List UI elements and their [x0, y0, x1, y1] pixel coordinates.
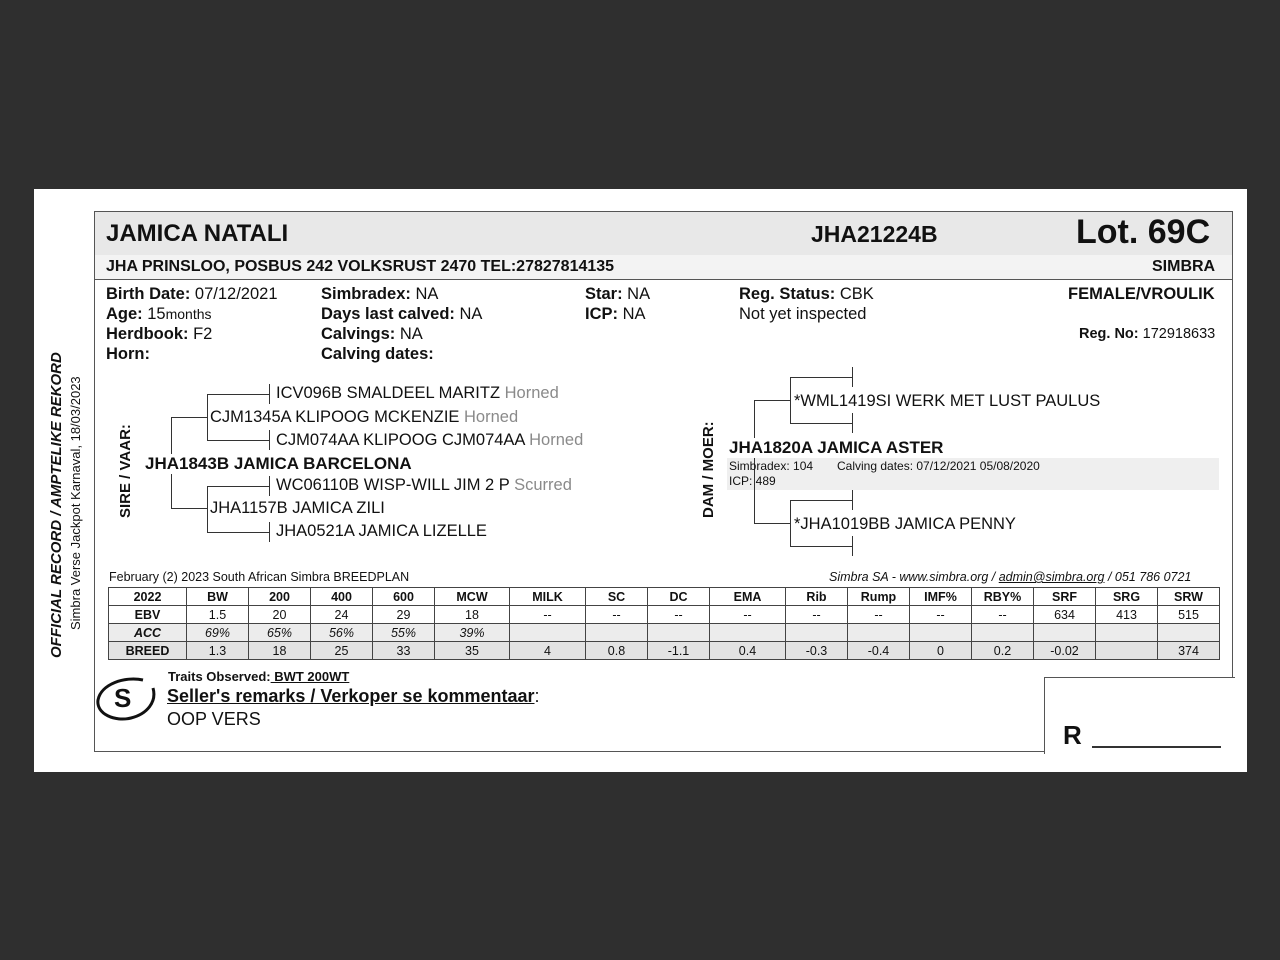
pedigree-line [207, 440, 269, 441]
sire-sire-name: ICV096B SMALDEEL MARITZ [276, 384, 501, 402]
icp-value: NA [618, 305, 646, 323]
sire-dam: JHA1157B JAMICA ZILI [210, 499, 385, 517]
pedigree-line [171, 417, 207, 418]
horn-label: Horn: [106, 345, 150, 363]
table-cell: 0.4 [710, 642, 786, 660]
age-unit: months [165, 306, 212, 322]
table-cell: RBY% [972, 588, 1034, 606]
price-label: R [1063, 720, 1082, 750]
table-row-ebv [109, 606, 1220, 624]
table-cell: -- [910, 606, 972, 624]
table-cell: 634 [1034, 606, 1096, 624]
table-cell: 0.2 [972, 642, 1034, 660]
sire-name: JHA1843B JAMICA BARCELONA [145, 454, 412, 473]
calvings [321, 325, 423, 344]
pedigree-line [207, 532, 269, 533]
remarks-colon: : [534, 686, 540, 706]
table-cell: 1.3 [187, 642, 249, 660]
sire-sire-parent-horn: Horned [464, 408, 519, 426]
table-cell: -- [972, 606, 1034, 624]
table-cell: -0.4 [848, 642, 910, 660]
dam-icp: ICP: 489 [729, 474, 776, 488]
table-cell [710, 624, 786, 642]
table-cell: 0.8 [586, 642, 648, 660]
table-cell: DC [648, 588, 710, 606]
reg-no-value: 172918633 [1138, 326, 1216, 342]
ebv-table [108, 587, 1220, 660]
reg-no-label: Reg. No: [1079, 326, 1139, 342]
price-input-line[interactable] [1092, 746, 1221, 748]
days-label: Days last calved: [321, 305, 455, 323]
inspection-status: Not yet inspected [739, 305, 867, 323]
table-cell: 29 [373, 606, 435, 624]
reg-status [739, 285, 874, 304]
table-header-row [109, 588, 1220, 606]
table-cell: -- [710, 606, 786, 624]
pedigree-line [852, 413, 853, 433]
table-cell: -0.3 [786, 642, 848, 660]
simbradex-value: NA [410, 285, 439, 303]
birth-date-label: Birth Date: [106, 285, 191, 303]
table-cell [1158, 624, 1220, 642]
traits-value: BWT 200WT [270, 669, 350, 684]
dam-dam: JHA0521A JAMICA LIZELLE [276, 522, 487, 540]
table-cell: IMF% [910, 588, 972, 606]
breed-name: SIMBRA [1152, 258, 1216, 275]
table-cell [848, 624, 910, 642]
sex-label: FEMALE/VROULIK [1068, 285, 1215, 303]
simbradex-label: Simbradex: [321, 285, 411, 303]
star [585, 285, 650, 304]
pedigree-line [269, 522, 270, 542]
reg-status-value: CBK [835, 285, 874, 303]
breedplan-contact [829, 570, 1191, 584]
days-value: NA [454, 305, 483, 323]
pedigree-line [790, 546, 852, 547]
table-cell: -1.1 [648, 642, 710, 660]
table-cell: EBV [109, 606, 187, 624]
table-cell: 0 [910, 642, 972, 660]
star-value: NA [622, 285, 651, 303]
pedigree-line [207, 486, 208, 532]
table-cell: 20 [249, 606, 311, 624]
table-cell: 413 [1096, 606, 1158, 624]
seller-remarks [167, 686, 540, 707]
sire-sire-parent [210, 408, 518, 427]
table-cell: 55% [373, 624, 435, 642]
calving-dates-label: Calving dates: [321, 345, 434, 363]
herdbook-label: Herdbook: [106, 325, 189, 343]
pedigree-line [790, 377, 791, 423]
pedigree-line [754, 400, 790, 401]
reg-no [1079, 326, 1215, 342]
table-row-breed [109, 642, 1220, 660]
table-cell: 600 [373, 588, 435, 606]
table-cell: 4 [510, 642, 586, 660]
pedigree-line [171, 508, 207, 509]
owner-address: JHA PRINSLOO, POSBUS 242 VOLKSRUST 2470 TEL:27827814135 [106, 258, 615, 275]
pedigree-line [754, 523, 790, 524]
official-record-label: OFFICIAL RECORD / AMPTELIKE REKORD [48, 352, 65, 658]
table-cell: 35 [435, 642, 510, 660]
table-cell: ACC [109, 624, 187, 642]
table-cell: BREED [109, 642, 187, 660]
sire-sire-parent-name: CJM1345A KLIPOOG MCKENZIE [210, 408, 460, 426]
table-cell: 200 [249, 588, 311, 606]
days-last-calved [321, 305, 482, 324]
dam-sire-ancestor: *WML1419SI WERK MET LUST PAULUS [794, 392, 1101, 410]
table-cell: SRF [1034, 588, 1096, 606]
table-cell: BW [187, 588, 249, 606]
table-cell [910, 624, 972, 642]
table-cell: 1.5 [187, 606, 249, 624]
breedplan-title: February (2) 2023 South African Simbra BREEDPLAN [109, 570, 410, 584]
herdbook [106, 325, 212, 344]
table-cell: 374 [1158, 642, 1220, 660]
table-cell: 400 [311, 588, 373, 606]
table-cell: -0.02 [1034, 642, 1096, 660]
table-cell: 25 [311, 642, 373, 660]
age [106, 305, 212, 324]
table-cell: 2022 [109, 588, 187, 606]
sire-sire-horn: Horned [504, 384, 559, 402]
pedigree-line [790, 500, 791, 546]
pedigree-line [790, 500, 852, 501]
icp [585, 305, 646, 324]
simbradex [321, 285, 438, 304]
calvings-label: Calvings: [321, 325, 396, 343]
pedigree-line [852, 367, 853, 387]
table-cell: 69% [187, 624, 249, 642]
table-cell [1096, 642, 1158, 660]
remarks-value: OOP VERS [167, 709, 261, 729]
dam-label: DAM / MOER: [700, 421, 717, 518]
pedigree-line [207, 486, 269, 487]
table-cell [1034, 624, 1096, 642]
table-cell: EMA [710, 588, 786, 606]
pedigree-line [790, 377, 852, 378]
table-cell: SRG [1096, 588, 1158, 606]
sire-dam-sire-horn: Horned [529, 431, 584, 449]
table-cell: SC [586, 588, 648, 606]
pedigree-line [207, 394, 269, 395]
pedigree-line [269, 476, 270, 496]
pedigree-line [207, 394, 208, 440]
table-cell [510, 624, 586, 642]
lot-number: Lot. 69C [1076, 213, 1211, 251]
table-cell: -- [586, 606, 648, 624]
animal-id: JHA21224B [811, 221, 938, 247]
sire-sire [276, 384, 559, 403]
birth-date [106, 285, 278, 304]
dam-calving-dates: Calving dates: 07/12/2021 05/08/2020 [837, 459, 1040, 473]
table-cell: MCW [435, 588, 510, 606]
contact-phone: / 051 786 0721 [1104, 570, 1192, 584]
traits-label: Traits Observed: [168, 669, 271, 684]
table-cell: -- [648, 606, 710, 624]
icp-label: ICP: [585, 305, 618, 323]
reg-status-label: Reg. Status: [739, 285, 836, 303]
pedigree-line [269, 384, 270, 404]
dam-name: JHA1820A JAMICA ASTER [729, 438, 944, 457]
seller-logo-icon [95, 674, 165, 724]
pedigree-line [852, 536, 853, 556]
table-cell: 33 [373, 642, 435, 660]
table-cell: 18 [435, 606, 510, 624]
table-cell: -- [510, 606, 586, 624]
contact-prefix: Simbra SA - www.simbra.org / [829, 570, 999, 584]
table-cell: -- [786, 606, 848, 624]
table-cell: 24 [311, 606, 373, 624]
age-value: 15 [142, 305, 166, 323]
contact-email-link[interactable]: admin@simbra.org [998, 570, 1105, 584]
table-cell: 65% [249, 624, 311, 642]
table-cell: 18 [249, 642, 311, 660]
sire-dam-sire [276, 431, 583, 450]
pedigree-line [269, 430, 270, 450]
table-cell: Rump [848, 588, 910, 606]
table-cell [648, 624, 710, 642]
pedigree-line [852, 490, 853, 510]
birth-date-value: 07/12/2021 [190, 285, 278, 303]
age-label: Age: [106, 305, 143, 323]
dam-sire-name: WC06110B WISP-WILL JIM 2 P [276, 476, 510, 494]
table-cell [1096, 624, 1158, 642]
sire-dam-sire-name: CJM074AA KLIPOOG CJM074AA [276, 431, 525, 449]
star-label: Star: [585, 285, 623, 303]
calvings-value: NA [395, 325, 423, 343]
dam-sire [276, 476, 572, 495]
pedigree-line [790, 423, 852, 424]
sire-label: SIRE / VAAR: [117, 424, 134, 518]
table-cell: Rib [786, 588, 848, 606]
table-row-acc [109, 624, 1220, 642]
svg-text:S: S [114, 683, 132, 713]
table-cell [786, 624, 848, 642]
sale-label: Simbra Verse Jackpot Karnaval, 18/03/2023 [68, 376, 83, 630]
table-cell: -- [848, 606, 910, 624]
animal-name: JAMICA NATALI [106, 220, 289, 247]
dam-dam-ancestor: *JHA1019BB JAMICA PENNY [794, 515, 1016, 533]
table-cell: 56% [311, 624, 373, 642]
remarks-label: Seller's remarks / Verkoper se kommentaar [167, 686, 535, 706]
dam-simbradex: Simbradex: 104 [729, 459, 814, 473]
dam-sire-horn: Scurred [514, 476, 572, 494]
table-cell [972, 624, 1034, 642]
table-cell: SRW [1158, 588, 1220, 606]
table-cell: MILK [510, 588, 586, 606]
table-cell [586, 624, 648, 642]
table-cell: 515 [1158, 606, 1220, 624]
traits-observed [168, 669, 349, 684]
herdbook-value: F2 [188, 325, 213, 343]
table-cell: 39% [435, 624, 510, 642]
